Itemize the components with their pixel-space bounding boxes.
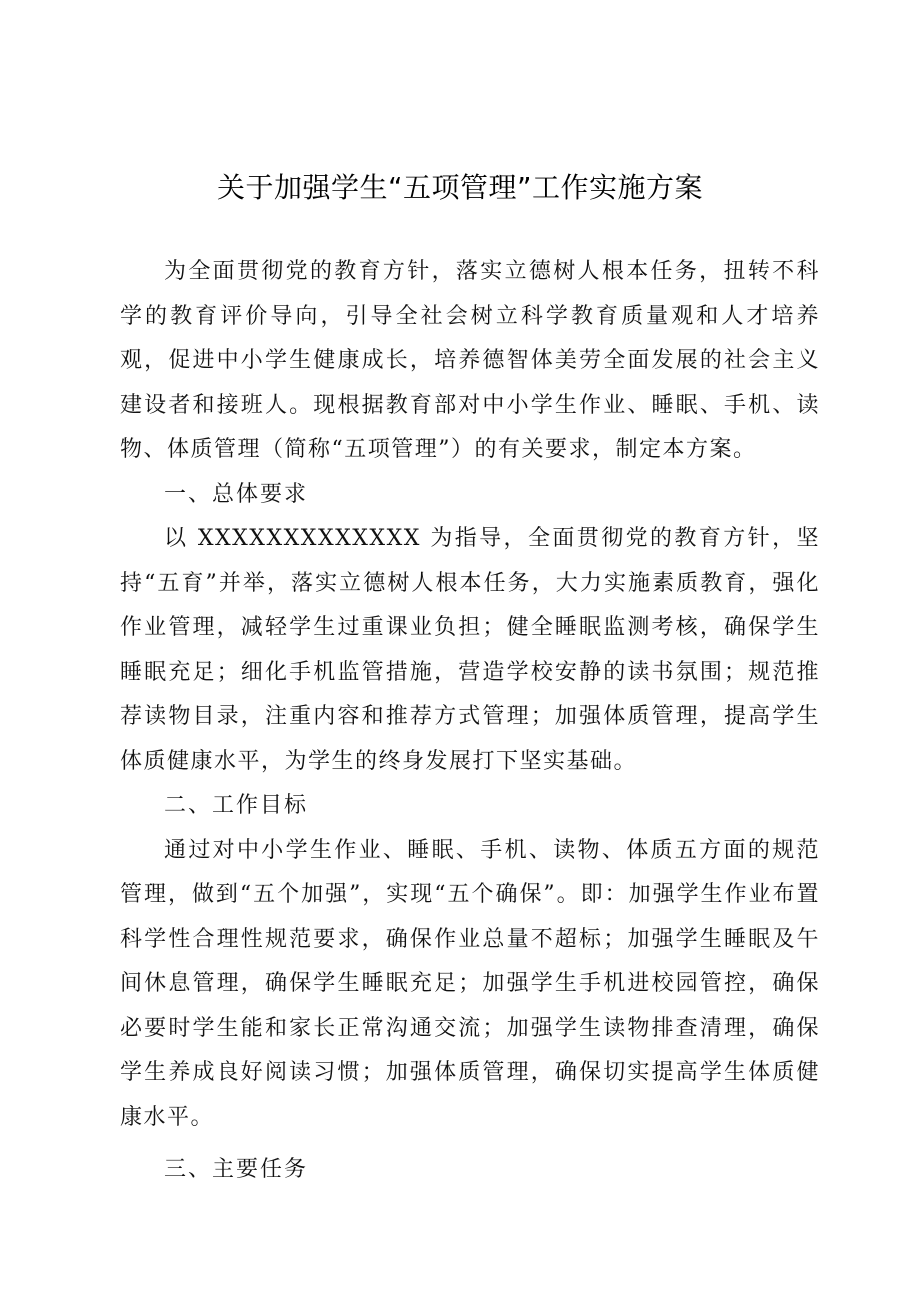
section-paragraph-work-goals: 通过对中小学生作业、睡眠、手机、读物、体质五方面的规范管理，做到“五个加强”，实现“五个确保”。即：加强学生作业布置科学性合理性规范要求，确保作业总量不超标；加强学生睡眠及午间休息管理，确保学生睡眠充足；加强学生手机进校园管控，确保必要时学生能和家长正常沟通交流；加强学生读物排查清理，确保学生养成良好阅读习惯；加强体质管理，确保切实提高学生体质健康水平。 [120, 837, 820, 1130]
section-heading-work-goals: 二、工作目标 [164, 793, 309, 818]
document-body [120, 250, 820, 1193]
intro-paragraph: 为全面贯彻党的教育方针，落实立德树人根本任务，扭转不科学的教育评价导向，引导全社会树立科学教育质量观和人才培养观，促进中小学生健康成长，培养德智体美劳全面发展的社会主义建设者和接班人。现根据教育部对中小学生作业、睡眠、手机、读物、体质管理（简称“五项管理”）的有关要求，制定本方案。 [120, 259, 820, 462]
section-heading-general-requirements: 一、总体要求 [164, 481, 309, 507]
document-title: 关于加强学生“五项管理”工作实施方案 [216, 171, 703, 204]
section-heading-main-tasks: 三、主要任务 [164, 1157, 309, 1182]
section-paragraph-general-requirements: 以 XXXXXXXXXXXXX 为指导，全面贯彻党的教育方针，坚持“五育”并举，落实立德树人根本任务，大力实施素质教育，强化作业管理，减轻学生过重课业负担；健全睡眠监测考核，确保学生睡眠充足；细化手机监管措施，营造学校安静的读书氛围；规范推荐读物目录，注重内容和推荐方式管理；加强体质管理，提高学生体质健康水平，为学生的终身发展打下坚实基础。 [120, 526, 820, 774]
